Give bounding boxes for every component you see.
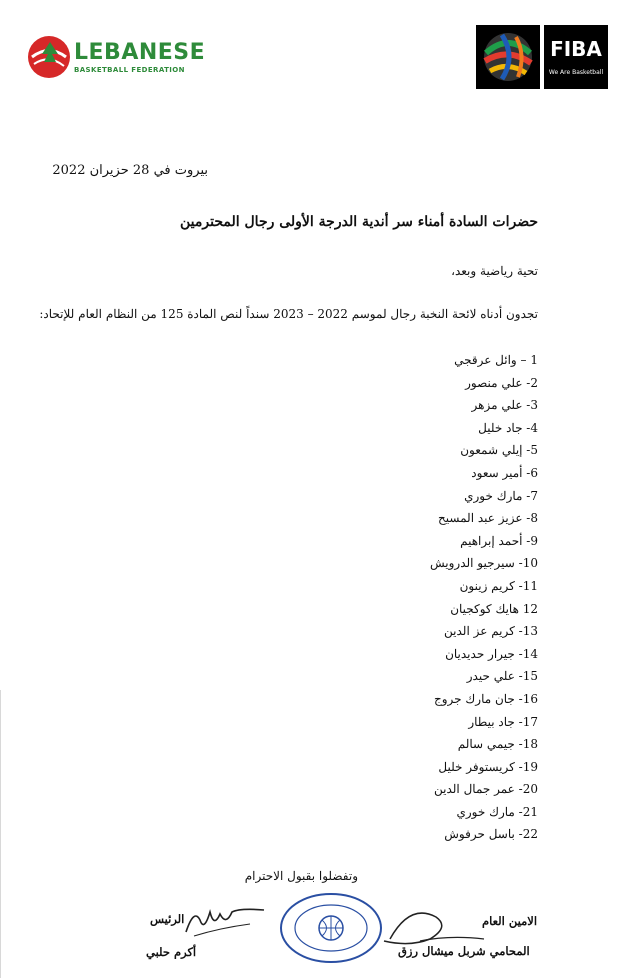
fiba-logo (476, 25, 608, 89)
federation-ball-icon (26, 34, 72, 80)
list-item: 7- مارك خوري (464, 488, 538, 503)
list-item: 15- علي حيدر (466, 669, 538, 684)
president-title: الرئيس (150, 912, 185, 926)
letter-greeting: تحية رياضية وبعد، (451, 264, 538, 278)
logo-subtitle: BASKETBALL FEDERATION (74, 66, 185, 74)
list-item: 6- أمير سعود (471, 465, 538, 480)
president-signature (180, 898, 270, 942)
list-item: 5- إيلي شمعون (460, 443, 538, 458)
list-item: 2- علي منصور (465, 375, 538, 390)
list-item: 13- كريم عز الدين (444, 624, 538, 639)
list-item: 16- جان مارك جروج (433, 691, 538, 706)
list-item: 8- عزيز عبد المسيح (438, 511, 538, 526)
president-name: أكرم حلبي (146, 945, 197, 959)
list-item: 22- باسل حرفوش (444, 827, 538, 842)
list-item: 12 هايك كوكجيان (450, 601, 538, 616)
secretary-title: الامين العام (482, 914, 538, 928)
list-item: 9- أحمد إبراهيم (460, 533, 538, 548)
list-item: 10- سيرجيو الدرويش (429, 556, 538, 571)
list-item: 4- جاد خليل (478, 420, 538, 435)
list-item: 1 – وائل عرقجي (454, 353, 538, 367)
letter-date: بيروت في 28 حزيران 2022 (52, 163, 208, 178)
list-item: 18- جيمي سالم (457, 737, 538, 752)
page-edge (0, 690, 1, 978)
players-list (338, 349, 538, 846)
list-item: 17- جاد بيطار (468, 714, 538, 729)
list-item: 20- عمر جمال الدين (434, 782, 538, 797)
letter-addressee: حضرات السادة أمناء سر أندية الدرجة الأولى رجال المحترمين (180, 214, 538, 230)
list-item: 19- كريستوفر خليل (438, 759, 538, 774)
list-item: 11- كريم زينون (459, 578, 538, 593)
secretary-name: المحامي شربل ميشال رزق (398, 944, 530, 958)
letter-intro: تجدون أدناه لائحة النخبة رجال لموسم 2022 – 2023 سنداً لنص المادة 125 من النظام العام للإتحاد: (39, 307, 538, 321)
lebanese-federation-logo (26, 34, 206, 86)
letter-closing: وتفضلوا بقبول الاحترام (244, 869, 358, 883)
fiba-wordmark: FIBA We Are Basketball (544, 25, 608, 89)
logo-title: LEBANESE (74, 40, 206, 65)
list-item: 14- جيرار حديديان (445, 646, 538, 661)
list-item: 3- علي مزهر (471, 398, 538, 413)
list-item: 21- مارك خوري (456, 804, 538, 819)
fiba-ball-icon (476, 25, 540, 89)
federation-stamp (278, 892, 384, 964)
